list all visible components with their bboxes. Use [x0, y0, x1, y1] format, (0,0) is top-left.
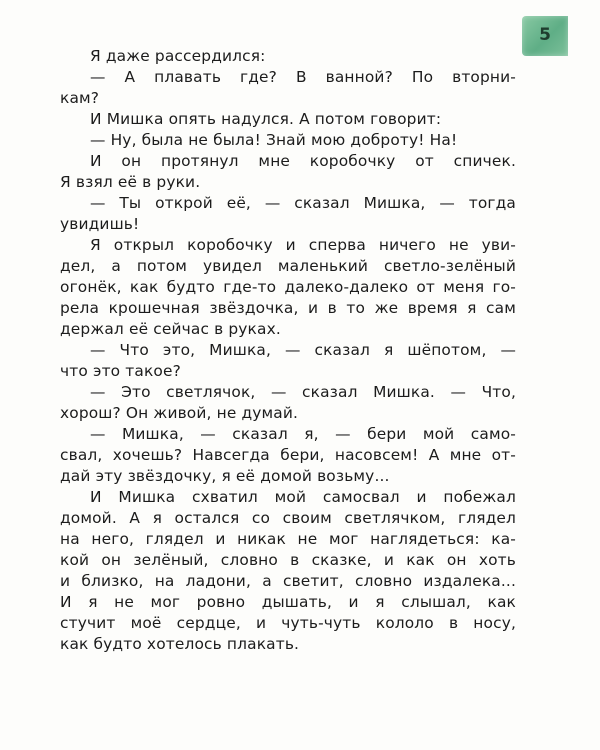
text-line: кой он зелёный, словно в сказке, и как он хоть: [60, 551, 516, 569]
page-number-tab: [522, 16, 568, 56]
text-line: — Ну, была не была! Знай мою доброту! На!: [90, 131, 458, 149]
paragraph: [60, 382, 516, 424]
text-line: хорош? Он живой, не думай.: [60, 404, 299, 422]
paragraph: [60, 424, 516, 487]
paragraph: [60, 67, 516, 109]
text-line: на него, глядел и никак не мог наглядеться: ка-: [60, 530, 516, 548]
paragraph: [60, 340, 516, 382]
text-line: И он протянул мне коробочку от спичек.: [90, 152, 516, 170]
text-line: домой. А я остался со своим светлячком, глядел: [60, 509, 516, 527]
paragraph: [60, 109, 516, 130]
story-text: [60, 46, 516, 655]
text-line: стучит моё сердце, и чуть-чуть кололо в носу,: [60, 614, 516, 632]
paragraph: [60, 235, 516, 340]
text-line: увидишь!: [60, 215, 140, 233]
text-line: огонёк, как будто где-то далеко-далеко от меня го-: [60, 278, 516, 296]
text-line: — Что это, Мишка, — сказал я шёпотом, —: [90, 341, 516, 359]
text-line: дай эту звёздочку, я её домой возьму...: [60, 467, 390, 485]
text-line: — А плавать где? В ванной? По вторни-: [90, 68, 516, 86]
text-line: — Это светлячок, — сказал Мишка. — Что,: [90, 383, 516, 401]
page-number: 5: [539, 25, 551, 45]
text-line: Я даже рассердился:: [90, 47, 266, 65]
paragraph: [60, 46, 516, 67]
text-line: что это такое?: [60, 362, 181, 380]
text-line: Я взял её в руки.: [60, 173, 201, 191]
paragraph: [60, 151, 516, 193]
text-line: дел, а потом увидел маленький светло-зелёный: [60, 257, 516, 275]
text-line: рела крошечная звёздочка, и в то же время я сам: [60, 299, 516, 317]
text-line: — Мишка, — сказал я, — бери мой само-: [90, 425, 516, 443]
text-line: свал, хочешь? Навсегда бери, насовсем! А мне от-: [60, 446, 516, 464]
text-line: — Ты открой её, — сказал Мишка, — тогда: [90, 194, 516, 212]
text-line: как будто хотелось плакать.: [60, 635, 300, 653]
text-line: И Мишка опять надулся. А потом говорит:: [90, 110, 442, 128]
text-line: кам?: [60, 89, 100, 107]
paragraph: [60, 130, 516, 151]
text-line: Я открыл коробочку и сперва ничего не уви-: [90, 236, 516, 254]
text-line: И Мишка схватил мой самосвал и побежал: [90, 488, 516, 506]
text-line: и близко, на ладони, а светит, словно издалека...: [60, 572, 516, 590]
text-line: И я не мог ровно дышать, и я слышал, как: [60, 593, 516, 611]
paragraph: [60, 487, 516, 655]
paragraph: [60, 193, 516, 235]
text-line: держал её сейчас в руках.: [60, 320, 281, 338]
